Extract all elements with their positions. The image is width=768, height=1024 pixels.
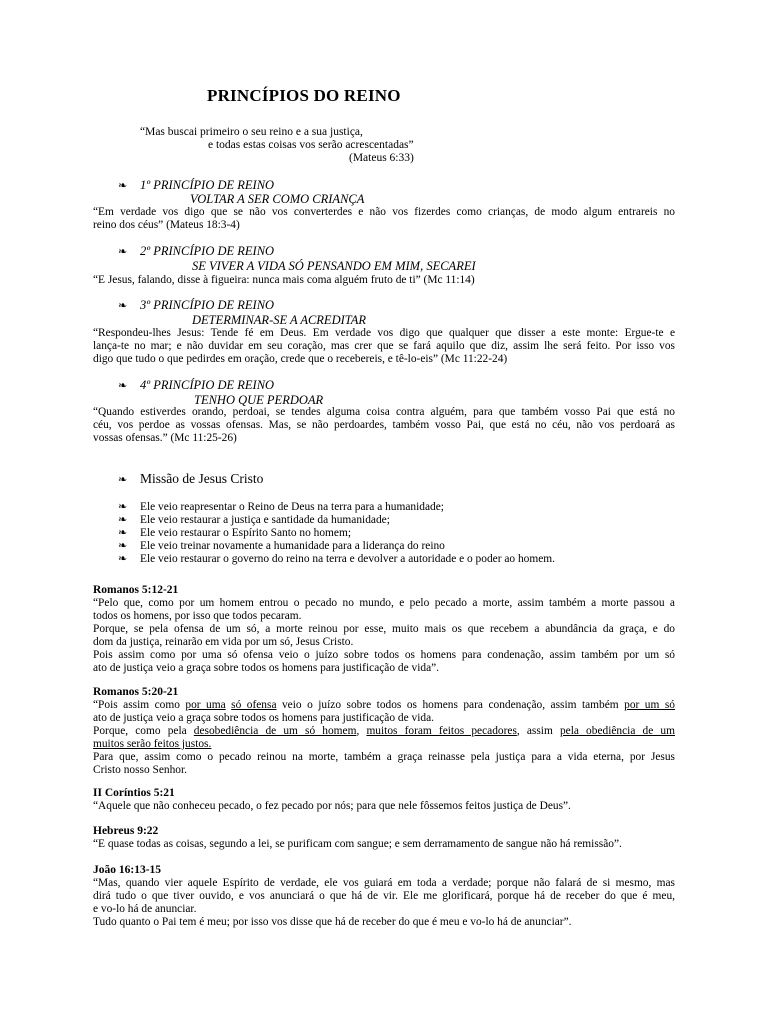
verse-reference: Hebreus 9:22 (93, 825, 159, 837)
list-item: ❧ Ele veio restaurar o Espírito Santo no homem; (118, 527, 351, 539)
epigraph-reference: (Mateus 6:33) (349, 152, 414, 164)
scroll-bullet-icon: ❧ (118, 514, 128, 526)
text-line: reino dos céus” (Mateus 18:3-4) (93, 219, 240, 231)
text-line: Cristo nosso Senhor. (93, 764, 187, 776)
principle-3-subtitle: DETERMINAR-SE A ACREDITAR (192, 313, 367, 327)
scroll-bullet-icon: ❧ (118, 527, 128, 539)
text-line: todos os homens, por isso que todos pecaram. (93, 610, 302, 622)
text-line: muitos serão feitos justos. (93, 738, 212, 750)
scroll-bullet-icon: ❧ (118, 474, 128, 486)
scroll-bullet-icon: ❧ (118, 246, 128, 258)
principle-1-heading: ❧ 1º PRINCÍPIO DE REINO (118, 178, 275, 192)
text-line: “Quando estiverdes orando, perdoai, se tendes alguma coisa contra alguém, para que também vosso Pai que está no (93, 406, 675, 418)
scroll-bullet-icon: ❧ (118, 540, 128, 552)
verse-reference: Romanos 5:20-21 (93, 686, 179, 698)
text-line: dirá tudo o que tiver ouvido, e vos anunciará o que há de vir. Ele me glorificará, porque há de receber do que é meu, (93, 890, 675, 902)
scroll-bullet-icon: ❧ (118, 380, 128, 392)
epigraph-line-1: “Mas buscai primeiro o seu reino e a sua justiça, (140, 126, 363, 138)
principle-2-subtitle: SE VIVER A VIDA SÓ PENSANDO EM MIM, SECAREI (192, 259, 476, 273)
text-line: “Pelo que, como por um homem entrou o pecado no mundo, e pelo pecado a morte, assim também a morte passou a (93, 597, 675, 609)
principle-3-heading: ❧ 3º PRINCÍPIO DE REINO (118, 298, 275, 312)
scroll-bullet-icon: ❧ (118, 553, 128, 565)
text-line: lança-te no mar; e não duvidar em seu coração, mas crer que se fará aquilo que diz, assim lhe será feito. Por isso vos (93, 340, 675, 352)
list-item: ❧ Ele veio reapresentar o Reino de Deus na terra para a humanidade; (118, 501, 444, 513)
verse-reference: Romanos 5:12-21 (93, 584, 179, 596)
page-title: PRINCÍPIOS DO REINO (207, 86, 401, 105)
text-line: “E quase todas as coisas, segundo a lei, se purificam com sangue; e sem derramamento de sangue não há remissão”. (93, 838, 622, 850)
text-line: vossas ofensas.” (Mc 11:25-26) (93, 432, 237, 444)
principle-2-heading: ❧ 2º PRINCÍPIO DE REINO (118, 244, 275, 258)
verse-reference: João 16:13-15 (93, 864, 162, 876)
text-line: Tudo quanto o Pai tem é meu; por isso vos disse que há de receber do que é meu e vo-lo há de anunciar”. (93, 916, 572, 928)
corintios-section (93, 787, 675, 813)
principle-4-subtitle: TENHO QUE PERDOAR (194, 393, 324, 407)
romanos-5-12-section (93, 584, 675, 675)
missao-list (118, 501, 555, 566)
list-item: ❧ Ele veio restaurar o governo do reino na terra e devolver a autoridade e o poder ao homem. (118, 553, 555, 565)
missao-heading: ❧ Missão de Jesus Cristo (118, 471, 264, 486)
joao-section (93, 864, 675, 929)
epigraph-line-2: e todas estas coisas vos serão acrescentadas” (208, 139, 414, 151)
text-line: “Aquele que não conheceu pecado, o fez pecado por nós; para que nele fôssemos feitos justiça de Deus”. (93, 800, 571, 812)
text-line: Pois assim como por uma só ofensa veio o juízo sobre todos os homens para condenação, assim também por um só (93, 649, 675, 661)
text-line: “Respondeu-lhes Jesus: Tende fé em Deus. Em verdade vos digo que qualquer que disser a este monte: Ergue-te e (93, 327, 675, 339)
principle-3-text (93, 327, 675, 366)
text-line: “Mas, quando vier aquele Espírito de verdade, ele vos guiará em toda a verdade; porque não falará de si mesmo, mas (93, 877, 675, 889)
text-line: ato de justiça veio a graça sobre todos os homens para justificação de vida”. (93, 662, 440, 674)
romanos-5-20-section (93, 686, 675, 777)
text-line: Porque, se pela ofensa de um só, a morte reinou por esse, muito mais os que recebem a abundância da graça, e do (93, 623, 675, 635)
text-line: e vo-lo há de anunciar. (93, 903, 197, 915)
text-line: “E Jesus, falando, disse à figueira: nunca mais coma alguém fruto de ti” (Mc 11:14) (93, 274, 475, 286)
text-line: ato de justiça veio a graça sobre todos os homens para justificação de vida. (93, 712, 434, 724)
text-line: “Pois assim como por uma só ofensa veio o juízo sobre todos os homens para condenação, assim também por um só (93, 699, 675, 711)
verse-reference: II Coríntios 5:21 (93, 787, 175, 799)
hebreus-section (93, 825, 675, 851)
principle-4-heading: ❧ 4º PRINCÍPIO DE REINO (118, 378, 275, 392)
scroll-bullet-icon: ❧ (118, 180, 128, 192)
text-line: “Em verdade vos digo que se não vos converterdes e não vos fizerdes como crianças, de modo algum entrareis no (93, 206, 675, 218)
text-line: céu, vos perdoe as vossas ofensas. Mas, se não perdoardes, também vosso Pai, que está no céu, não vos perdoará as (93, 419, 675, 431)
text-line: Porque, como pela desobediência de um só homem, muitos foram feitos pecadores, assim pela obediência de um (93, 725, 675, 737)
principle-1-text (93, 206, 675, 232)
text-line: digo que tudo o que pedirdes em oração, crede que o recebereis, e tê-lo-eis” (Mc 11:22-24) (93, 353, 508, 365)
list-item: ❧ Ele veio restaurar a justiça e santidade da humanidade; (118, 514, 390, 526)
scroll-bullet-icon: ❧ (118, 501, 128, 513)
principle-4-text (93, 406, 675, 445)
principle-2-text (93, 274, 675, 287)
principle-1-subtitle: VOLTAR A SER COMO CRIANÇA (190, 192, 365, 206)
scroll-bullet-icon: ❧ (118, 300, 128, 312)
list-item: ❧ Ele veio treinar novamente a humanidade para a liderança do reino (118, 540, 445, 552)
text-line: dom da justiça, reinarão em vida por um só, Jesus Cristo. (93, 636, 354, 648)
text-line: Para que, assim como o pecado reinou na morte, também a graça reinasse pela justiça para a vida eterna, por Jesus (93, 751, 675, 763)
